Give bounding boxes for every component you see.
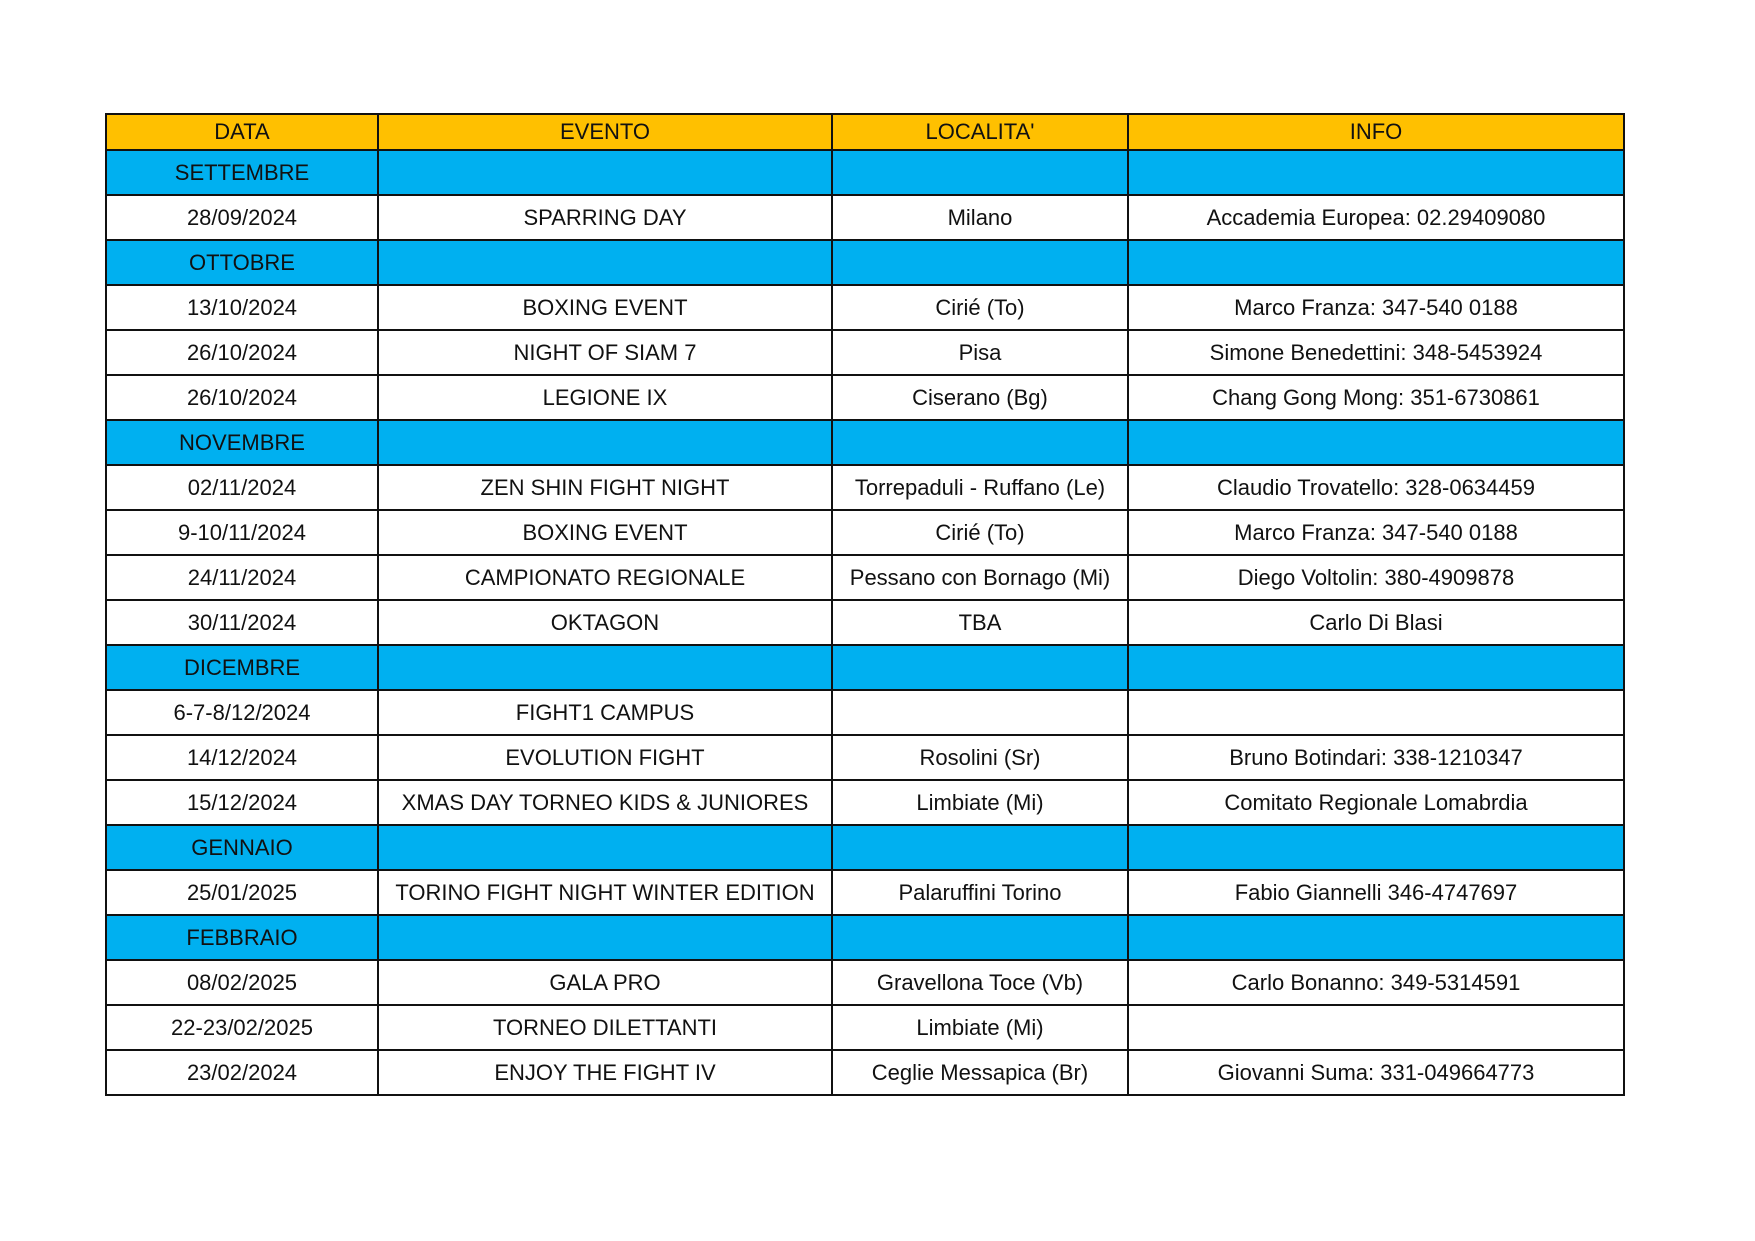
table-row (106, 375, 1624, 420)
table-row (106, 1050, 1624, 1095)
event-cell: CAMPIONATO REGIONALE (378, 555, 832, 600)
month-row (106, 645, 1624, 690)
location-cell: TBA (832, 600, 1128, 645)
month-row-empty-cell (378, 645, 832, 690)
info-cell: Carlo Di Blasi (1128, 600, 1624, 645)
table-row (106, 195, 1624, 240)
location-cell: Gravellona Toce (Vb) (832, 960, 1128, 1005)
month-row-empty-cell (378, 150, 832, 195)
month-row-empty-cell (832, 150, 1128, 195)
event-cell: ENJOY THE FIGHT IV (378, 1050, 832, 1095)
location-cell: Ceglie Messapica (Br) (832, 1050, 1128, 1095)
table-row (106, 465, 1624, 510)
event-cell: GALA PRO (378, 960, 832, 1005)
table-header-row (106, 114, 1624, 150)
info-cell: Marco Franza: 347-540 0188 (1128, 510, 1624, 555)
info-cell (1128, 1005, 1624, 1050)
month-row-empty-cell (832, 825, 1128, 870)
table-row (106, 1005, 1624, 1050)
table-row (106, 690, 1624, 735)
location-cell: Cirié (To) (832, 285, 1128, 330)
info-cell: Chang Gong Mong: 351-6730861 (1128, 375, 1624, 420)
table-row (106, 330, 1624, 375)
month-row-empty-cell (1128, 825, 1624, 870)
month-label: DICEMBRE (106, 645, 378, 690)
location-cell: Milano (832, 195, 1128, 240)
column-header-event: EVENTO (378, 114, 832, 150)
month-row-empty-cell (1128, 420, 1624, 465)
date-cell: 02/11/2024 (106, 465, 378, 510)
date-cell: 26/10/2024 (106, 330, 378, 375)
location-cell: Pisa (832, 330, 1128, 375)
month-label: NOVEMBRE (106, 420, 378, 465)
month-row (106, 240, 1624, 285)
event-cell: BOXING EVENT (378, 510, 832, 555)
date-cell: 25/01/2025 (106, 870, 378, 915)
location-cell (832, 690, 1128, 735)
table-row (106, 555, 1624, 600)
month-label: GENNAIO (106, 825, 378, 870)
month-row-empty-cell (1128, 150, 1624, 195)
event-cell: NIGHT OF SIAM 7 (378, 330, 832, 375)
month-row-empty-cell (1128, 240, 1624, 285)
event-cell: TORNEO DILETTANTI (378, 1005, 832, 1050)
info-cell (1128, 690, 1624, 735)
table-row (106, 510, 1624, 555)
date-cell: 28/09/2024 (106, 195, 378, 240)
month-row-empty-cell (1128, 645, 1624, 690)
table-row (106, 600, 1624, 645)
date-cell: 13/10/2024 (106, 285, 378, 330)
month-row-empty-cell (378, 825, 832, 870)
location-cell: Torrepaduli - Ruffano (Le) (832, 465, 1128, 510)
date-cell: 24/11/2024 (106, 555, 378, 600)
events-calendar-table (105, 113, 1625, 1096)
month-row (106, 150, 1624, 195)
date-cell: 14/12/2024 (106, 735, 378, 780)
table-row (106, 285, 1624, 330)
info-cell: Simone Benedettini: 348-5453924 (1128, 330, 1624, 375)
event-cell: LEGIONE IX (378, 375, 832, 420)
date-cell: 15/12/2024 (106, 780, 378, 825)
month-row-empty-cell (378, 420, 832, 465)
month-row-empty-cell (832, 420, 1128, 465)
table-row (106, 780, 1624, 825)
date-cell: 30/11/2024 (106, 600, 378, 645)
date-cell: 23/02/2024 (106, 1050, 378, 1095)
month-row-empty-cell (832, 240, 1128, 285)
month-label: FEBBRAIO (106, 915, 378, 960)
month-row (106, 420, 1624, 465)
date-cell: 9-10/11/2024 (106, 510, 378, 555)
info-cell: Diego Voltolin: 380-4909878 (1128, 555, 1624, 600)
table-row (106, 735, 1624, 780)
month-label: SETTEMBRE (106, 150, 378, 195)
event-cell: TORINO FIGHT NIGHT WINTER EDITION (378, 870, 832, 915)
info-cell: Carlo Bonanno: 349-5314591 (1128, 960, 1624, 1005)
date-cell: 6-7-8/12/2024 (106, 690, 378, 735)
month-label: OTTOBRE (106, 240, 378, 285)
location-cell: Rosolini (Sr) (832, 735, 1128, 780)
info-cell: Accademia Europea: 02.29409080 (1128, 195, 1624, 240)
month-row-empty-cell (1128, 915, 1624, 960)
month-row-empty-cell (378, 915, 832, 960)
info-cell: Comitato Regionale Lomabrdia (1128, 780, 1624, 825)
event-cell: ZEN SHIN FIGHT NIGHT (378, 465, 832, 510)
event-cell: EVOLUTION FIGHT (378, 735, 832, 780)
column-header-info: INFO (1128, 114, 1624, 150)
info-cell: Claudio Trovatello: 328-0634459 (1128, 465, 1624, 510)
column-header-date: DATA (106, 114, 378, 150)
location-cell: Ciserano (Bg) (832, 375, 1128, 420)
month-row-empty-cell (378, 240, 832, 285)
event-cell: OKTAGON (378, 600, 832, 645)
location-cell: Cirié (To) (832, 510, 1128, 555)
info-cell: Marco Franza: 347-540 0188 (1128, 285, 1624, 330)
event-cell: SPARRING DAY (378, 195, 832, 240)
event-cell: BOXING EVENT (378, 285, 832, 330)
column-header-location: LOCALITA' (832, 114, 1128, 150)
table-body (106, 150, 1624, 1095)
info-cell: Giovanni Suma: 331-049664773 (1128, 1050, 1624, 1095)
month-row-empty-cell (832, 645, 1128, 690)
month-row (106, 825, 1624, 870)
month-row-empty-cell (832, 915, 1128, 960)
event-cell: FIGHT1 CAMPUS (378, 690, 832, 735)
event-cell: XMAS DAY TORNEO KIDS & JUNIORES (378, 780, 832, 825)
info-cell: Bruno Botindari: 338-1210347 (1128, 735, 1624, 780)
table-row (106, 870, 1624, 915)
location-cell: Pessano con Bornago (Mi) (832, 555, 1128, 600)
date-cell: 26/10/2024 (106, 375, 378, 420)
info-cell: Fabio Giannelli 346-4747697 (1128, 870, 1624, 915)
month-row (106, 915, 1624, 960)
location-cell: Limbiate (Mi) (832, 780, 1128, 825)
table-row (106, 960, 1624, 1005)
date-cell: 22-23/02/2025 (106, 1005, 378, 1050)
date-cell: 08/02/2025 (106, 960, 378, 1005)
location-cell: Limbiate (Mi) (832, 1005, 1128, 1050)
location-cell: Palaruffini Torino (832, 870, 1128, 915)
